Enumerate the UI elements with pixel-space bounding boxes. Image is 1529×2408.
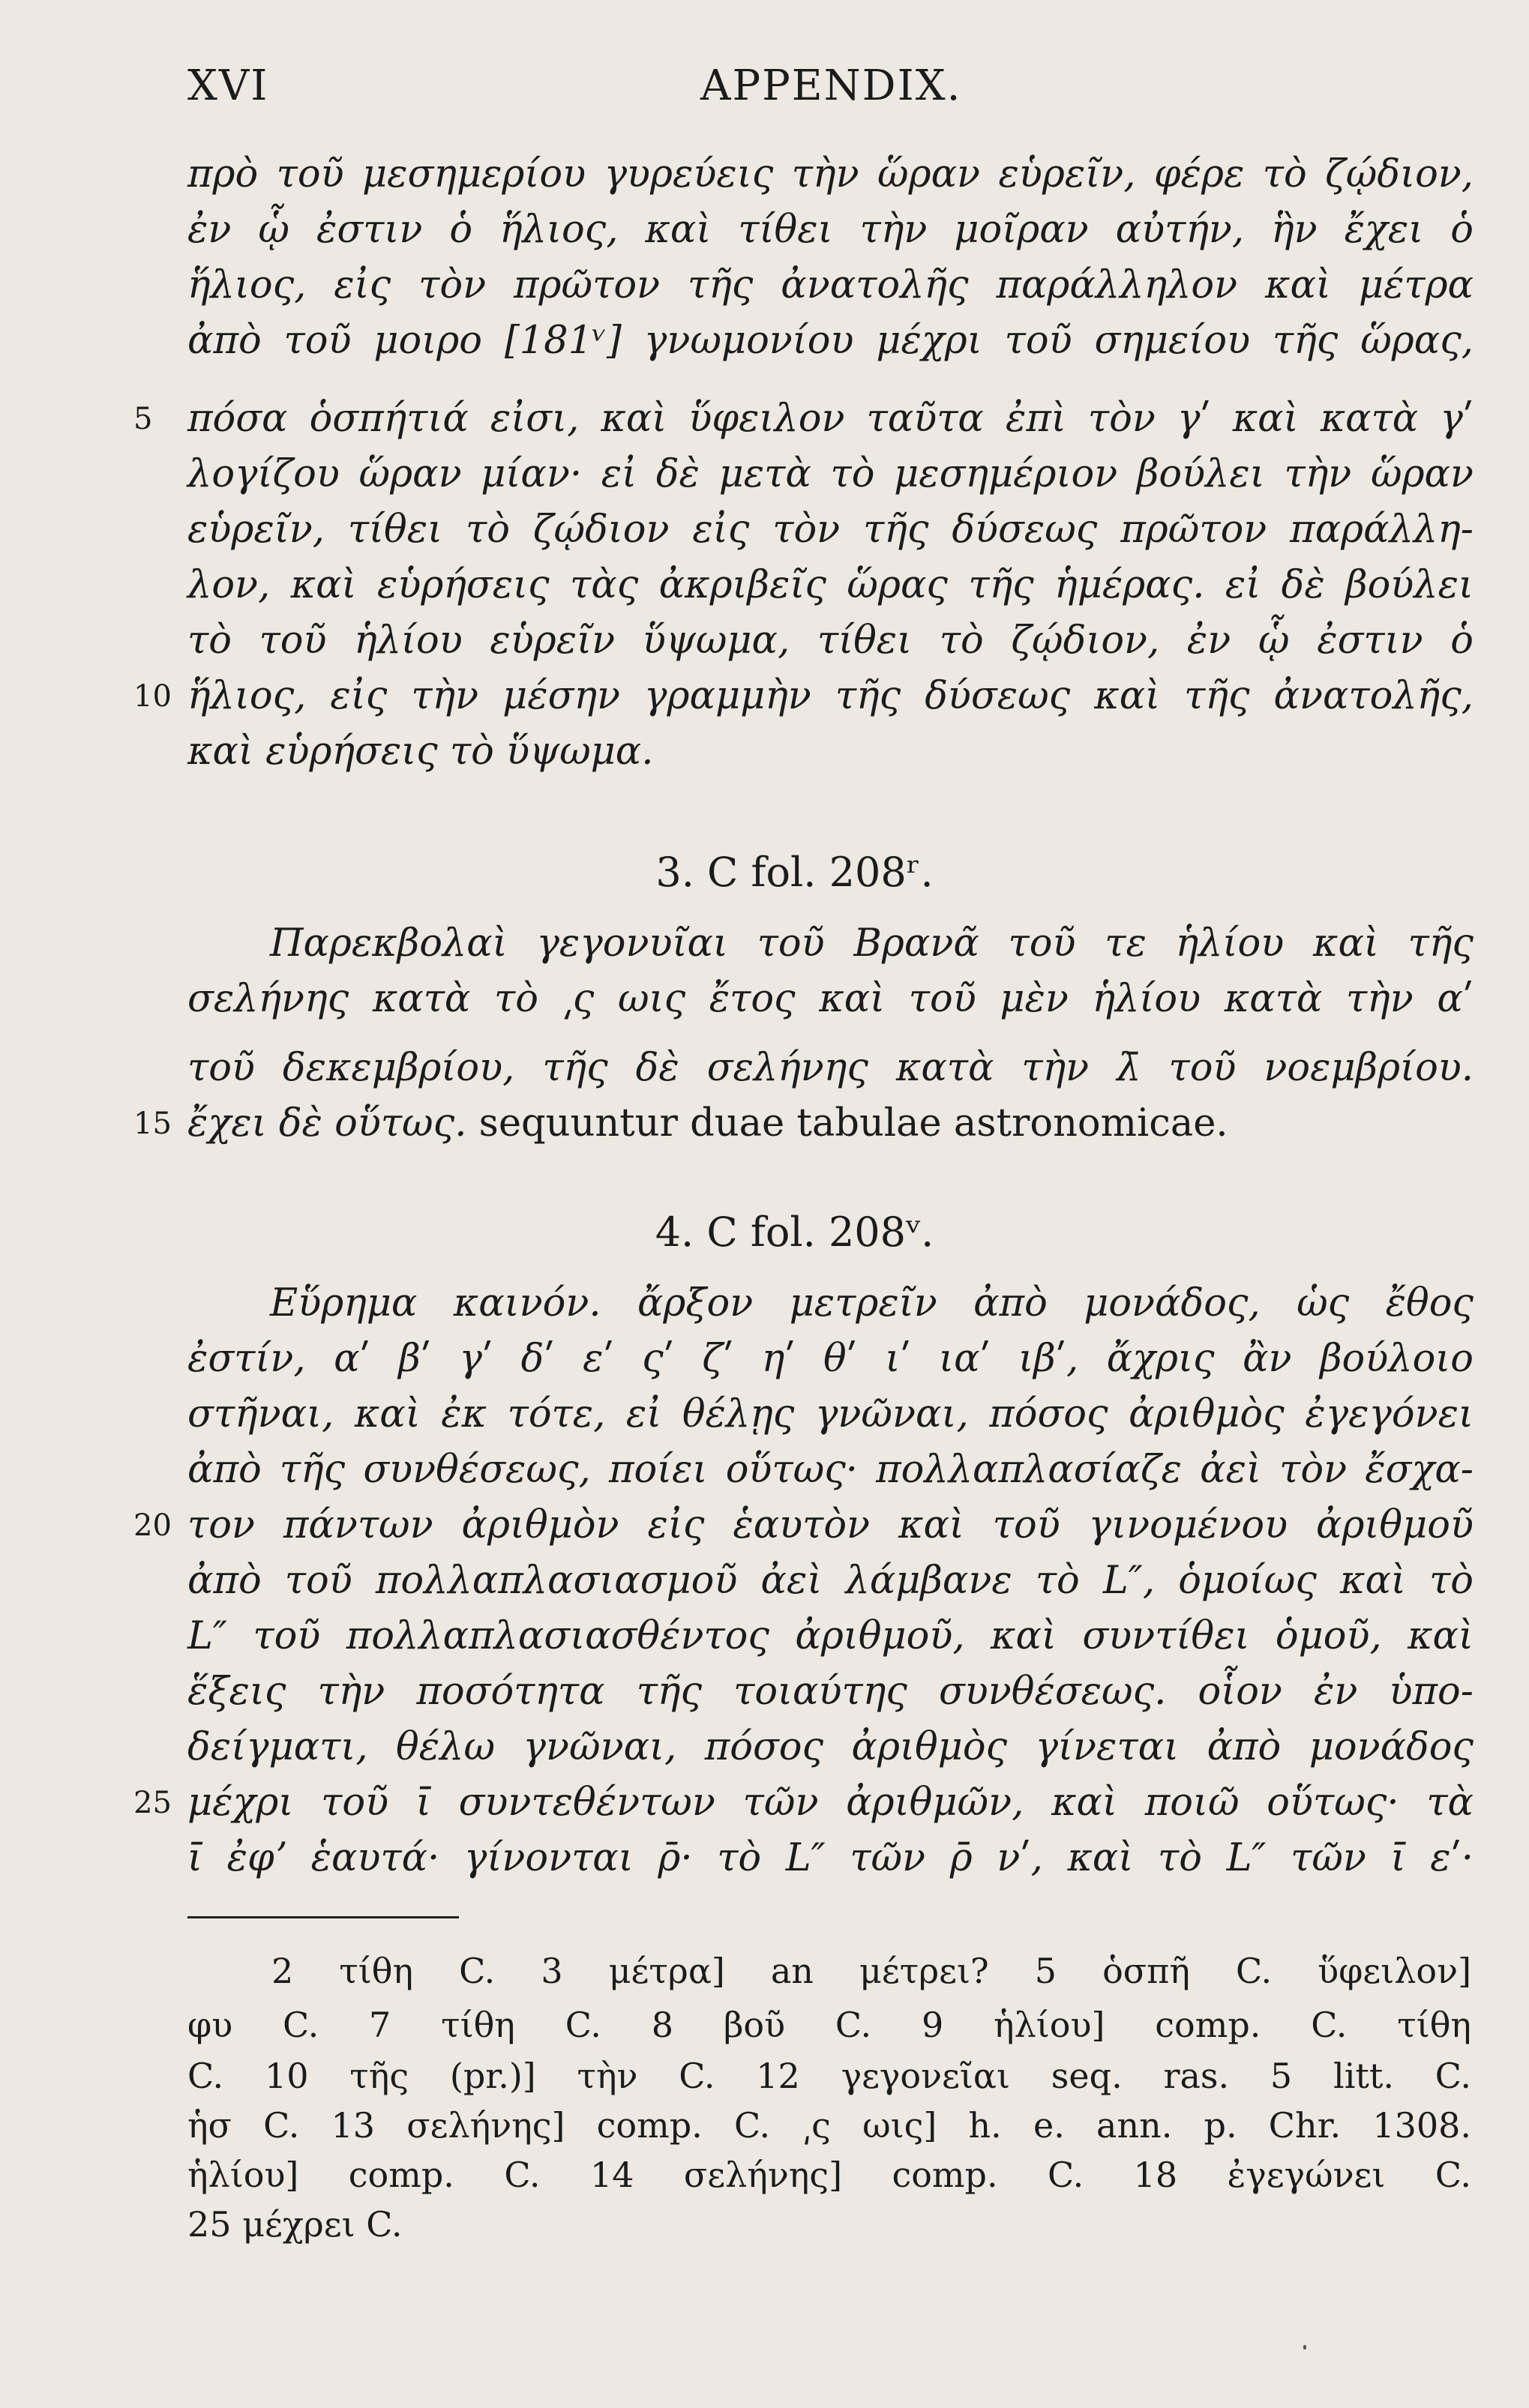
footnote: 5 ὁσπῆ C. bbox=[1034, 1951, 1273, 1991]
text-line bbox=[187, 1096, 1474, 1152]
text-line: πόσα ὁσπήτιά εἰσι, καὶ ὕφειλον ταῦτα ἐπὶ τὸν γʹ καὶ κατὰ γʹ bbox=[187, 397, 1474, 441]
text-line: εὑρεῖν, τίθει τὸ ζῴδιον εἰς τὸν τῆς δύσεως πρῶτον παράλλη- bbox=[187, 508, 1474, 552]
footnote-line bbox=[187, 2101, 1471, 2150]
text-line: ἀπὸ τοῦ πολλαπλασιασμοῦ ἀεὶ λάμβανε τὸ L″, ὁμοίως καὶ τὸ bbox=[187, 1559, 1474, 1603]
footnote: φυ C. bbox=[187, 2005, 319, 2045]
footnote: 7 τίθη C. bbox=[369, 2005, 601, 2045]
footnote: ἡλίου] comp. C. bbox=[187, 2155, 541, 2195]
section-heading bbox=[0, 849, 1529, 896]
text-line: ἐστίν, αʹ βʹ γʹ δʹ εʹ ςʹ ζʹ ηʹ θʹ ιʹ ιαʹ ιβʹ, ἄχρις ἂν βούλοιο bbox=[187, 1337, 1474, 1381]
footnote: ὕφειλον] bbox=[1318, 1951, 1472, 1991]
footnote-line bbox=[187, 1946, 1471, 1996]
page-number: XVI bbox=[187, 61, 269, 110]
text-line: λον, καὶ εὑρήσεις τὰς ἀκριβεῖς ὥρας τῆς ἡμέρας. εἰ δὲ βούλει bbox=[187, 563, 1474, 607]
text-line: καὶ εὑρήσεις τὸ ὕψωμα. bbox=[187, 729, 654, 774]
text-line: τὸ τοῦ ἡλίου εὑρεῖν ὕψωμα, τίθει τὸ ζῴδιον, ἐν ᾧ ἐστιν ὁ bbox=[187, 618, 1474, 663]
section-heading bbox=[0, 1208, 1529, 1256]
text-line: Εὕρημα καινόν. ἄρξον μετρεῖν ἀπὸ μονάδος, ὡς ἔθος bbox=[270, 1281, 1474, 1325]
footnote-rule bbox=[187, 1916, 459, 1918]
section-4-heading: 4. C fol. 208ᵛ. bbox=[655, 1208, 934, 1256]
footnote-line bbox=[187, 2150, 1471, 2200]
footnote: 2 τίθη C. bbox=[271, 1951, 496, 1991]
line-number: 15 bbox=[133, 1107, 172, 1141]
footnote: 3 μέτρα] an μέτρει? bbox=[541, 1951, 989, 1991]
footnote: τίθη bbox=[1397, 2005, 1471, 2045]
text-line: λογίζου ὥραν μίαν· εἰ δὲ μετὰ τὸ μεσημέριον βούλει τὴν ὥραν bbox=[187, 452, 1474, 496]
text-line: ἀπὸ τῆς συνθέσεως, ποίει οὕτως· πολλαπλασίαζε ἀεὶ τὸν ἔσχα- bbox=[187, 1448, 1474, 1492]
latin-text: sequuntur duae tabulae astronomicae. bbox=[478, 1101, 1228, 1146]
text-line: ἀπὸ τοῦ μοιρο [181ᵛ] γνωμονίου μέχρι τοῦ σημείου τῆς ὥρας, bbox=[187, 319, 1474, 363]
line-number: 20 bbox=[133, 1508, 172, 1543]
line-number: 5 bbox=[133, 402, 153, 436]
footnote: C. bbox=[187, 2056, 224, 2096]
footnote: 14 σελήνης] comp. C. bbox=[589, 2155, 1084, 2195]
footnote: 12 γεγονεῖαι seq. ras. 5 litt. C. bbox=[756, 2056, 1471, 2096]
footnote-line bbox=[187, 2000, 1471, 2050]
footnote: 13 σελήνης] comp. C. bbox=[331, 2105, 771, 2146]
footnote: 18 ἐγεγώνει C. bbox=[1133, 2155, 1472, 2195]
footnote: 10 τῆς (pr.)] τὴν C. bbox=[264, 2056, 715, 2096]
page-title: APPENDIX. bbox=[700, 61, 962, 110]
greek-text: ἔχει δὲ οὕτως. bbox=[187, 1101, 467, 1146]
text-line: Παρεκβολαὶ γεγονυῖαι τοῦ Βρανᾶ τοῦ τε ἡλίου καὶ τῆς bbox=[270, 921, 1474, 966]
text-line: ἥλιος, εἰς τὸν πρῶτον τῆς ἀνατολῆς παράλληλον καὶ μέτρα bbox=[187, 263, 1474, 307]
text-line: ἐν ᾧ ἐστιν ὁ ἥλιος, καὶ τίθει τὴν μοῖραν αὐτήν, ἣν ἔχει ὁ bbox=[187, 208, 1474, 252]
text-line: μέχρι τοῦ ῑ συντεθέντων τῶν ἀριθμῶν, καὶ ποιῶ οὕτως· τὰ bbox=[187, 1781, 1474, 1825]
text-line: δείγματι, θέλω γνῶναι, πόσος ἀριθμὸς γίνεται ἀπὸ μονάδος bbox=[187, 1725, 1474, 1769]
text-line: L″ τοῦ πολλαπλασιασθέντος ἀριθμοῦ, καὶ συντίθει ὁμοῦ, καὶ bbox=[187, 1614, 1474, 1658]
paper-speck bbox=[1303, 2345, 1306, 2350]
text-line: στῆναι, καὶ ἐκ τότε, εἰ θέλῃς γνῶναι, πόσος ἀριθμὸς ἐγεγόνει bbox=[187, 1392, 1474, 1436]
text-line: σελήνης κατὰ τὸ ͵ς ωις ἔτος καὶ τοῦ μὲν ἡλίου κατὰ τὴν αʹ bbox=[187, 977, 1474, 1021]
line-number: 10 bbox=[133, 679, 172, 714]
footnote: ͵ς ωις] h. e. ann. p. Chr. 1308. bbox=[802, 2105, 1472, 2146]
running-header bbox=[187, 61, 1470, 121]
footnote: 8 βοῦ C. bbox=[651, 2005, 872, 2045]
footnote: 25 μέχρει C. bbox=[187, 2204, 403, 2245]
footnote-line bbox=[187, 2051, 1471, 2101]
text-line: τον πάντων ἀριθμὸν εἰς ἑαυτὸν καὶ τοῦ γινομένου ἀριθμοῦ bbox=[187, 1503, 1474, 1547]
line-number: 25 bbox=[133, 1786, 172, 1820]
text-line: τοῦ δεκεμβρίου, τῆς δὲ σελήνης κατὰ τὴν λ̄ τοῦ νοεμβρίου. bbox=[187, 1046, 1474, 1090]
footnote-line bbox=[187, 2200, 1471, 2249]
section-3-heading: 3. C fol. 208ʳ. bbox=[655, 849, 934, 896]
text-line: ἕξεις τὴν ποσότητα τῆς τοιαύτης συνθέσεως. οἷον ἐν ὑπο- bbox=[187, 1670, 1474, 1714]
text-line: ἥλιος, εἰς τὴν μέσην γραμμὴν τῆς δύσεως καὶ τῆς ἀνατολῆς, bbox=[187, 674, 1474, 718]
footnote: ἡσ C. bbox=[187, 2105, 300, 2146]
footnote: 9 ἡλίου] comp. C. bbox=[921, 2005, 1348, 2045]
text-line: πρὸ τοῦ μεσημερίου γυρεύεις τὴν ὥραν εὑρεῖν, φέρε τὸ ζῴδιον, bbox=[187, 152, 1474, 196]
text-line: ῑ ἐφʼ ἑαυτά· γίνονται ρ̄· τὸ L″ τῶν ρ̄ νʹ, καὶ τὸ L″ τῶν ῑ εʹ· bbox=[187, 1836, 1474, 1880]
